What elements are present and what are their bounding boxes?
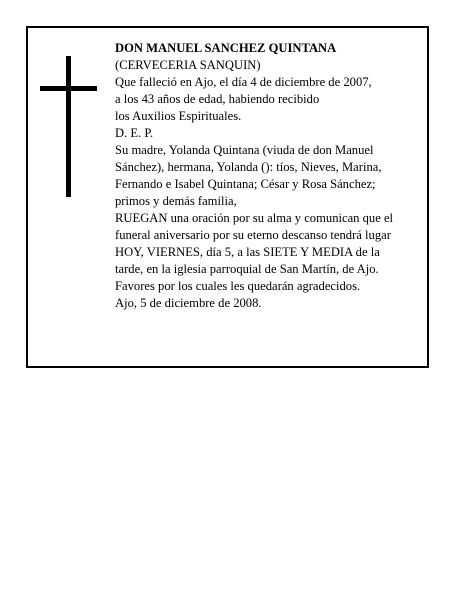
obituary-notice-frame — [26, 26, 429, 368]
notice-line-request-1: RUEGAN una oración por su alma y comunican que el — [115, 211, 394, 225]
notice-line-date: Ajo, 5 de diciembre de 2008. — [115, 296, 262, 310]
notice-line-family-3: Fernando e Isabel Quintana; César y Rosa Sánchez; — [115, 177, 376, 191]
notice-line-family-1: Su madre, Yolanda Quintana (viuda de don Manuel — [115, 143, 374, 157]
notice-line-1: Que falleció en Ajo, el día 4 de diciembre de 2007, — [115, 75, 372, 89]
notice-line-thanks: Favores por los cuales les quedarán agradecidos. — [115, 279, 361, 293]
cross-icon-horizontal-bar — [40, 86, 97, 91]
cross-icon-vertical-bar — [66, 56, 71, 197]
notice-line-2: a los 43 años de edad, habiendo recibido — [115, 92, 320, 106]
business-name: (CERVECERIA SANQUIN) — [115, 58, 261, 72]
deceased-name: DON MANUEL SANCHEZ QUINTANA — [115, 41, 337, 55]
notice-line-family-2: Sánchez), hermana, Yolanda (): tíos, Nieves, Marina, — [115, 160, 382, 174]
notice-line-request-4: tarde, en la iglesia parroquial de San Martín, de Ajo. — [115, 262, 379, 276]
notice-line-family-4: primos y demás familia, — [115, 194, 237, 208]
notice-line-dep: D. E. P. — [115, 126, 154, 140]
notice-line-request-2: funeral aniversario por su eterno descanso tendrá lugar — [115, 228, 391, 242]
notice-line-3: los Auxilios Espirituales. — [115, 109, 242, 123]
obituary-text — [115, 40, 425, 312]
notice-line-request-3: HOY, VIERNES, día 5, a las SIETE Y MEDIA de la — [115, 245, 380, 259]
